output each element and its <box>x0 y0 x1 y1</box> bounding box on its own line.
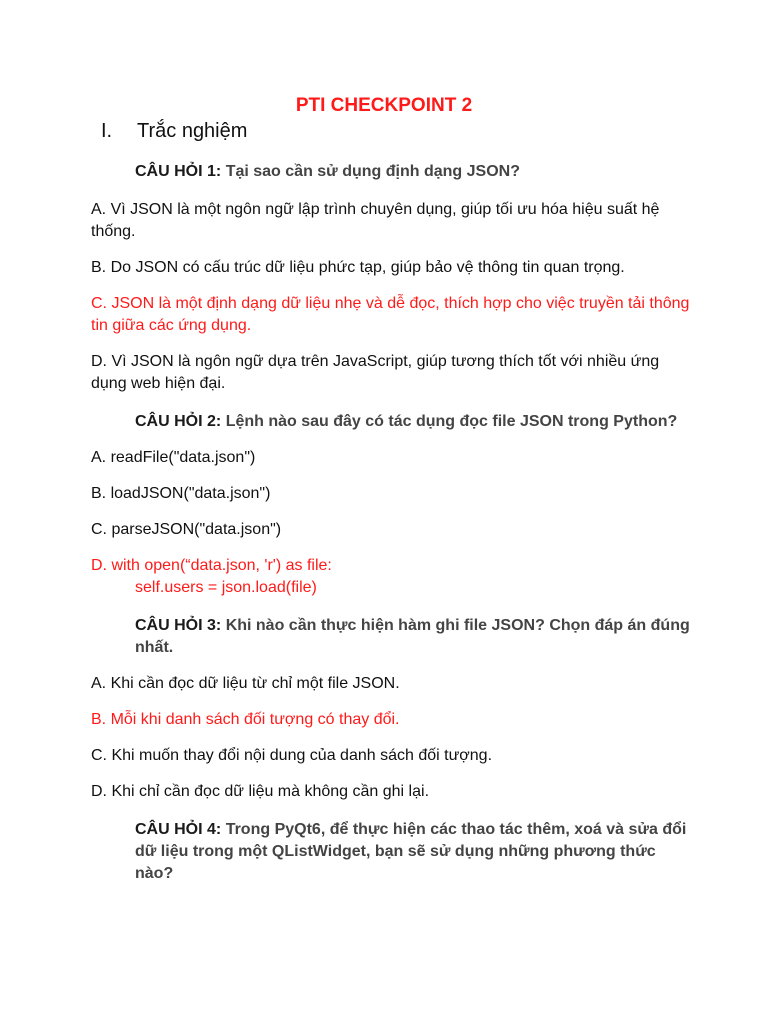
answer-2d-correct <box>91 555 691 599</box>
answer-2d-line1: D. with open(“data.json, 'r') as file: <box>91 557 332 574</box>
answer-1d: D. Vì JSON là ngôn ngữ dựa trên JavaScript, giúp tương thích tốt với nhiều ứng dụng web hiện đại. <box>91 353 660 392</box>
answer-2c: C. parseJSON("data.json") <box>91 521 282 538</box>
section-label: Trắc nghiệm <box>137 120 248 142</box>
question-text: Lệnh nào sau đây có tác dụng đọc file JSON trong Python? <box>225 413 678 430</box>
section-number: I. <box>101 120 113 142</box>
answer-3d: D. Khi chỉ cần đọc dữ liệu mà không cần ghi lại. <box>91 783 430 800</box>
question-text: Trong PyQt6, để thực hiện các thao tác thêm, xoá và sửa đổi dữ liệu trong một QListWidget, bạn sẽ sử dụng những phương thức nào? <box>135 821 687 882</box>
questions-list <box>91 161 691 885</box>
question-2-title <box>91 411 691 433</box>
section-heading <box>101 119 247 143</box>
answer-3c: C. Khi muốn thay đổi nội dung của danh sách đối tượng. <box>91 747 493 764</box>
answer-1a: A. Vì JSON là một ngôn ngữ lập trình chuyên dụng, giúp tối ưu hóa hiệu suất hệ thống. <box>91 201 660 240</box>
question-text: Tại sao cần sử dụng định dạng JSON? <box>225 163 520 180</box>
question-label: CÂU HỎI 2: <box>135 413 222 430</box>
question-label: CÂU HỎI 1: <box>135 163 222 180</box>
answer-1c-correct: C. JSON là một định dạng dữ liệu nhẹ và dễ đọc, thích hợp cho việc truyền tải thông tin giữa các ứng dụng. <box>91 295 690 334</box>
answer-3b-correct: B. Mỗi khi danh sách đối tượng có thay đổi. <box>91 711 400 728</box>
answer-2b: B. loadJSON("data.json") <box>91 485 271 502</box>
question-text: Khi nào cần thực hiện hàm ghi file JSON? Chọn đáp án đúng nhất. <box>135 617 690 656</box>
question-4-title <box>91 819 691 885</box>
question-label: CÂU HỎI 4: <box>135 821 222 838</box>
answer-2d-line2: self.users = json.load(file) <box>135 579 317 596</box>
document-title: PTI CHECKPOINT 2 <box>295 95 473 116</box>
question-3-title <box>91 615 691 659</box>
question-label: CÂU HỎI 3: <box>135 617 222 634</box>
answer-3a: A. Khi cần đọc dữ liệu từ chỉ một file JSON. <box>91 675 400 692</box>
answer-2a: A. readFile("data.json") <box>91 449 256 466</box>
question-1-title <box>91 161 691 183</box>
answer-1b: B. Do JSON có cấu trúc dữ liệu phức tạp, giúp bảo vệ thông tin quan trọng. <box>91 259 625 276</box>
